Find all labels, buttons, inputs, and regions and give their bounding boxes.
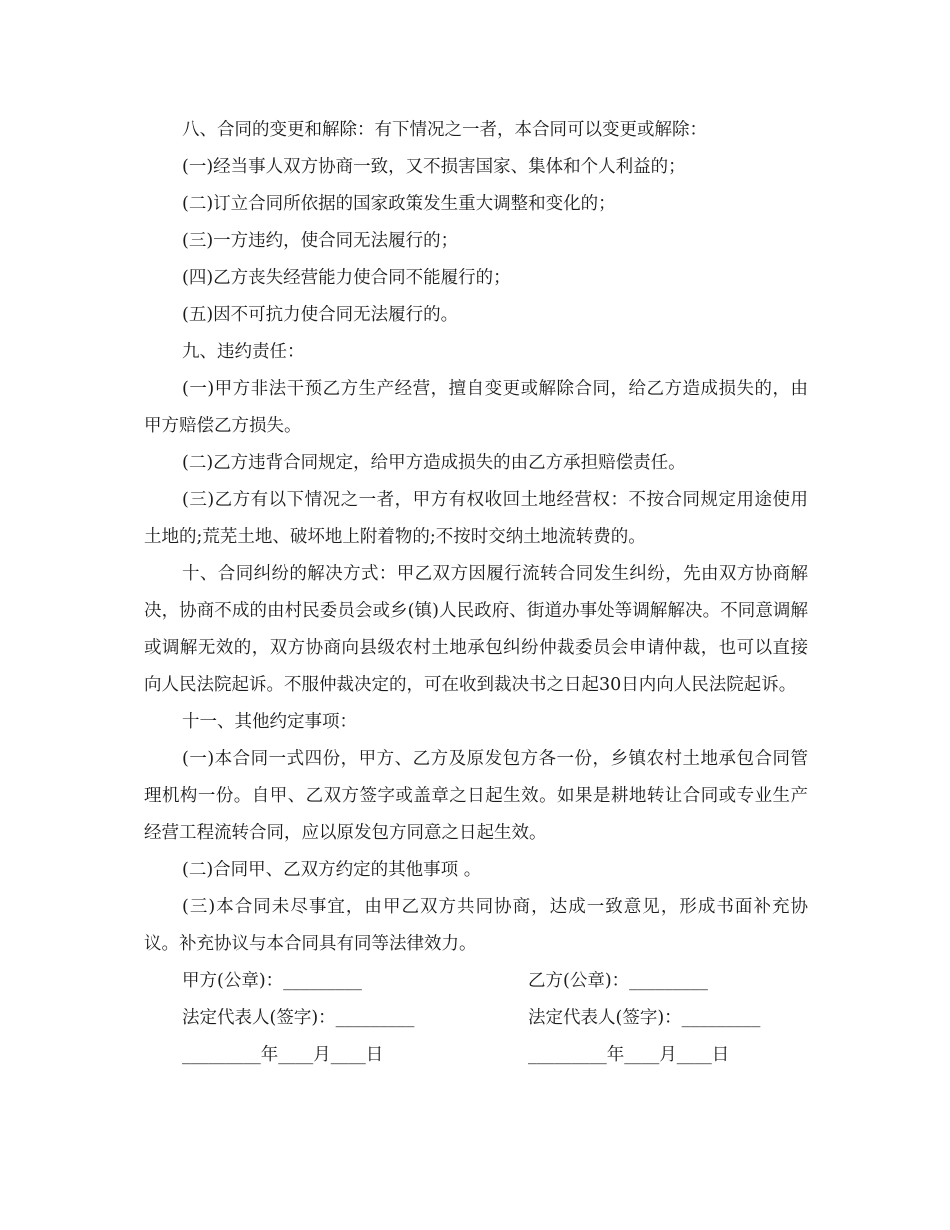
clause-8-heading: 八、合同的变更和解除：有下情况之一者，本合同可以变更或解除： <box>182 120 707 140</box>
date-row <box>144 1037 808 1074</box>
party-b-seal-field: 乙方(公章)：_________ <box>528 971 708 991</box>
party-a-representative-field: 法定代表人(签字)：_________ <box>182 1008 415 1028</box>
clause-8-item-2: (二)订立合同所依据的国家政策发生重大调整和变化的； <box>182 194 616 214</box>
clause-9-item-2: (二)乙方违背合同规定，给甲方造成损失的由乙方承担赔偿责任。 <box>182 453 686 473</box>
clause-9-item-1: (一)甲方非法干预乙方生产经营，擅自变更或解除合同，给乙方造成损失的，由甲方赔偿乙方损失。 <box>144 379 808 436</box>
clause-8-item-5: (五)因不可抗力使合同无法履行的。 <box>182 305 459 325</box>
contract-body <box>144 112 808 1074</box>
party-b-date-field: _________年____月____日 <box>528 1045 730 1065</box>
party-a-date-field: _________年____月____日 <box>182 1045 384 1065</box>
clause-11-item-3: (三)本合同未尽事宜，由甲乙双方共同协商，达成一致意见，形成书面补充协议。补充协议与本合同具有同等法律效力。 <box>144 897 808 954</box>
signature-section <box>144 963 808 1074</box>
representative-row <box>144 1000 808 1037</box>
clause-8-item-3: (三)一方违约，使合同无法履行的； <box>182 231 459 251</box>
clause-9-item-3: (三)乙方有以下情况之一者，甲方有权收回土地经营权：不按合同规定用途使用土地的;荒芜土地、破坏地上附着物的;不按时交纳土地流转费的。 <box>144 490 808 547</box>
clause-9-heading: 九、违约责任： <box>182 342 305 362</box>
clause-8-item-1: (一)经当事人双方协商一致，又不损害国家、集体和个人利益的； <box>182 157 686 177</box>
party-b-representative-field: 法定代表人(签字)：_________ <box>528 1008 761 1028</box>
clause-8-item-4: (四)乙方丧失经营能力使合同不能履行的； <box>182 268 511 288</box>
clause-11-item-2: (二)合同甲、乙双方约定的其他事项 。 <box>182 860 482 880</box>
clause-11-item-1: (一)本合同一式四份，甲方、乙方及原发包方各一份，乡镇农村土地承包合同管理机构一份。自甲、乙双方签字或盖章之日起生效。如果是耕地转让合同或专业生产经营工程流转合同，应以原发包方同意之日起生效。 <box>144 749 808 843</box>
clause-11-heading: 十一、其他约定事项： <box>182 712 357 732</box>
seal-row <box>144 963 808 1000</box>
clause-10: 十、合同纠纷的解决方式：甲乙双方因履行流转合同发生纠纷，先由双方协商解决，协商不成的由村民委员会或乡(镇)人民政府、街道办事处等调解解决。不同意调解或调解无效的，双方协商向县级农村土地承包纠纷仲裁委员会申请仲裁，也可以直接向人民法院起诉。不服仲裁决定的，可在收到裁决书之日起30日内向人民法院起诉。 <box>144 564 808 695</box>
party-a-seal-field: 甲方(公章)：_________ <box>182 971 362 991</box>
